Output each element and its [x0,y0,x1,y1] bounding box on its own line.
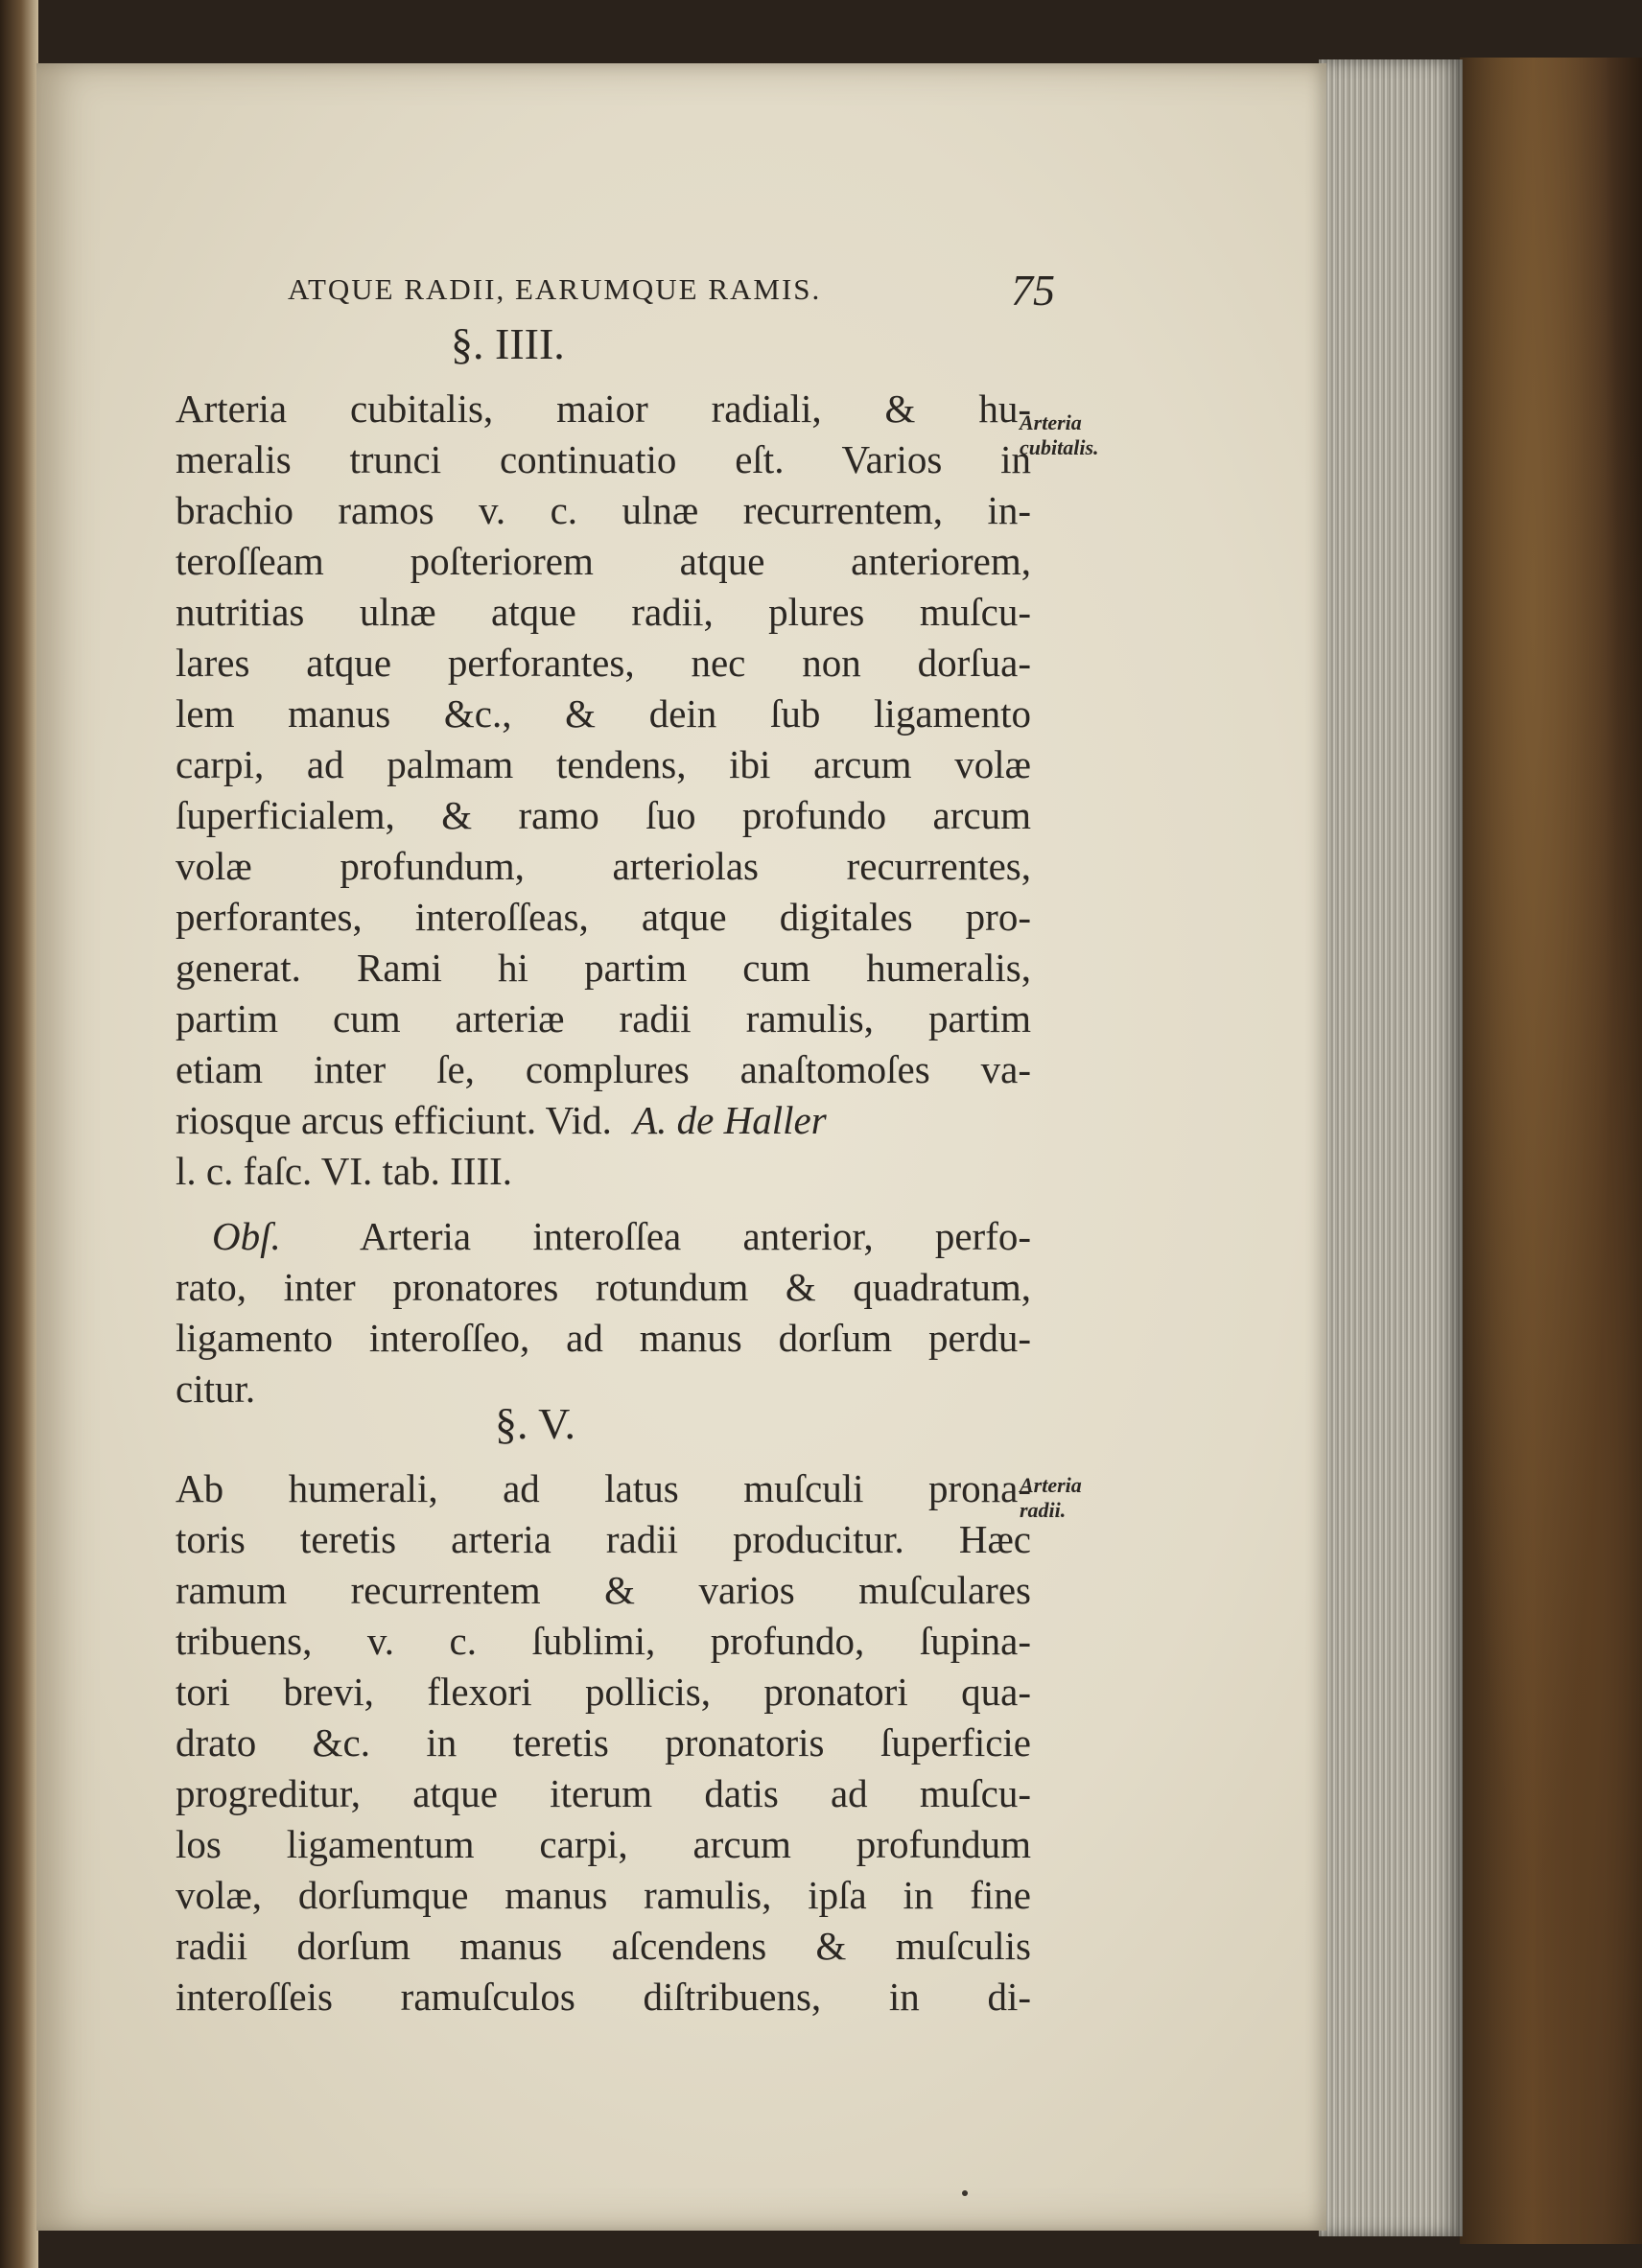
observation-line: citur. [176,1367,256,1411]
page-edges [1319,59,1463,2236]
running-title: ATQUE RADII, EARUMQUE RAMIS. [288,272,822,306]
text-line: ſuperficialem, & ramo ſuo profundo arcum [176,793,1031,837]
text-line: toris teretis arteria radii producitur. Hæc [176,1517,1031,1561]
text-line: volæ, dorſumque manus ramulis, ipſa in fine [176,1873,1031,1917]
ink-speck [962,2190,968,2196]
page-number: 75 [1011,266,1055,315]
text-line: tori brevi, flexori pollicis, pronatori qua- [176,1670,1031,1714]
text-line: lem manus &c., & dein ſub ligamento [176,691,1031,736]
text-line-vid: riosque arcus efficiunt. Vid. [176,1098,612,1142]
text-line: tribuens, v. c. ſublimi, profundo, ſupina- [176,1619,1031,1663]
running-header [288,266,1055,320]
text-line: nutritias ulnæ atque radii, plures muſcu- [176,590,1031,634]
text-line: teroſſeam poſteriorem atque anteriorem, [176,539,1031,583]
text-line: drato &c. in teretis pronatoris ſuperficie [176,1720,1031,1765]
author-reference: A. de Haller [633,1098,827,1142]
text-line: ramum recurrentem & varios muſculares [176,1568,1031,1612]
text-line: volæ profundum, arteriolas recurrentes, [176,844,1031,888]
text-line: generat. Rami hi partim cum humeralis, [176,946,1031,990]
margin-note-radii: Arteria radii. [1020,1473,1082,1522]
text-line: carpi, ad palmam tendens, ibi arcum volæ [176,742,1031,786]
section-heading-4: §. IIII. [451,319,565,368]
text-line [176,1095,1031,1145]
observation-label: Obſ. [212,1214,281,1258]
text-line: partim cum arteriæ radii ramulis, partim [176,996,1031,1040]
observation-line: ligamento interoſſeo, ad manus dorſum perdu- [176,1316,1031,1360]
book-cover-left [0,0,38,2268]
text-line: interoſſeis ramuſculos diſtribuens, in di- [176,1975,1031,2019]
observation-line: Obſ. Arteria interoſſea anterior, perfo- [212,1214,1032,1258]
text-line: Ab humerali, ad latus muſculi prona- [176,1466,1031,1510]
observation-line: rato, inter pronatores rotundum & quadratum, [176,1265,1031,1309]
section-heading-5: §. V. [495,1399,575,1448]
book-page [36,63,1326,2231]
text-line: lares atque perforantes, nec non dorſua- [176,641,1031,685]
text-line: los ligamentum carpi, arcum profundum [176,1822,1031,1866]
text-line: meralis trunci continuatio eſt. Varios in [176,437,1031,481]
text-line: brachio ramos v. c. ulnæ recurrentem, in- [176,488,1031,532]
text-line: etiam inter ſe, complures anaſtomoſes va- [176,1047,1031,1091]
text-line: Arteria cubitalis, maior radiali, & hu- [176,386,1031,431]
text-line: perforantes, interoſſeas, atque digitales pro- [176,895,1031,939]
text-line: progreditur, atque iterum datis ad muſcu- [176,1771,1031,1815]
margin-note-cubitalis: Arteria cubitalis. [1020,410,1099,459]
book-cover-right [1460,58,1642,2244]
text-line: l. c. faſc. VI. tab. IIII. [176,1149,513,1193]
text-line: radii dorſum manus aſcendens & muſculis [176,1924,1031,1968]
